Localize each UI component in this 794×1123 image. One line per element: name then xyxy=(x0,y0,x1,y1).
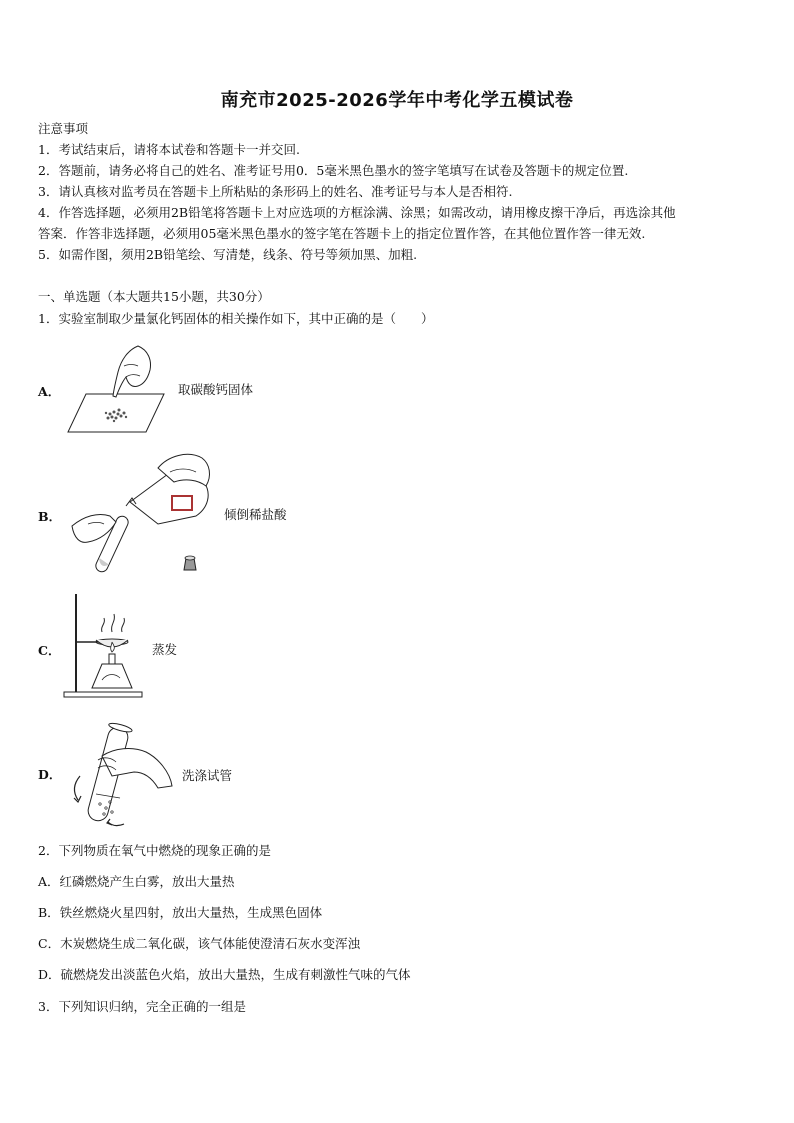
q1-option-d-letter: D． xyxy=(38,767,62,782)
notice-item-4: 4．作答选择题，必须用2B铅笔将答题卡上对应选项的方框涂满、涂黑；如需改动，请用橡皮擦干净后，再选涂其他 xyxy=(38,205,676,220)
q1-option-a-caption: 取碳酸钙固体 xyxy=(178,382,254,397)
section-heading: 一、单选题（本大题共15小题，共30分） xyxy=(38,289,270,304)
notice-item-1: 1．考试结束后，请将本试卷和答题卡一并交回. xyxy=(38,142,300,157)
page-title: 南充市2025-2026学年中考化学五模试卷 xyxy=(220,90,574,111)
q2-option-c: C．木炭燃烧生成二氧化碳，该气体能使澄清石灰水变浑浊 xyxy=(38,936,361,951)
washing-test-tube-icon xyxy=(62,716,174,832)
q1-option-d-caption: 洗涤试管 xyxy=(182,768,233,783)
q1-option-b-letter: B． xyxy=(38,509,62,524)
q1-option-b-caption: 倾倒稀盐酸 xyxy=(224,507,287,522)
evaporation-setup-icon xyxy=(62,592,144,698)
question-1-stem: 1．实验室制取少量氯化钙固体的相关操作如下，其中正确的是（ ） xyxy=(38,311,434,326)
notice-item-4-cont: 答案．作答非选择题，必须用05毫米黑色墨水的签字笔在答题卡上的指定位置作答，在其他位置作答一律无效. xyxy=(38,226,646,241)
notice-item-5: 5．如需作图，须用2B铅笔绘、写清楚，线条、符号等须加黑、加粗. xyxy=(38,247,418,262)
hand-picking-solid-icon xyxy=(66,344,166,436)
notice-heading: 注意事项 xyxy=(38,121,89,136)
q2-option-b: B．铁丝燃烧火星四射，放出大量热，生成黑色固体 xyxy=(38,905,323,920)
q1-option-c-letter: C． xyxy=(38,643,61,658)
q2-option-a: A．红磷燃烧产生白雾，放出大量热 xyxy=(38,874,235,889)
notice-item-3: 3．请认真核对监考员在答题卡上所粘贴的条形码上的姓名、准考证号与本人是否相符. xyxy=(38,184,513,199)
q1-option-c-caption: 蒸发 xyxy=(152,642,178,657)
question-3-stem: 3．下列知识归纳，完全正确的一组是 xyxy=(38,999,246,1014)
question-2-stem: 2．下列物质在氧气中燃烧的现象正确的是 xyxy=(38,843,271,858)
q2-option-d: D．硫燃烧发出淡蓝色火焰，放出大量热，生成有刺激性气味的气体 xyxy=(38,967,411,982)
q1-option-a-letter: A． xyxy=(38,384,61,399)
notice-item-2: 2．答题前，请务必将自己的姓名、准考证号用0．5毫米黑色墨水的签字笔填写在试卷及答题卡的规定位置. xyxy=(38,163,629,178)
pouring-acid-icon xyxy=(70,446,220,578)
